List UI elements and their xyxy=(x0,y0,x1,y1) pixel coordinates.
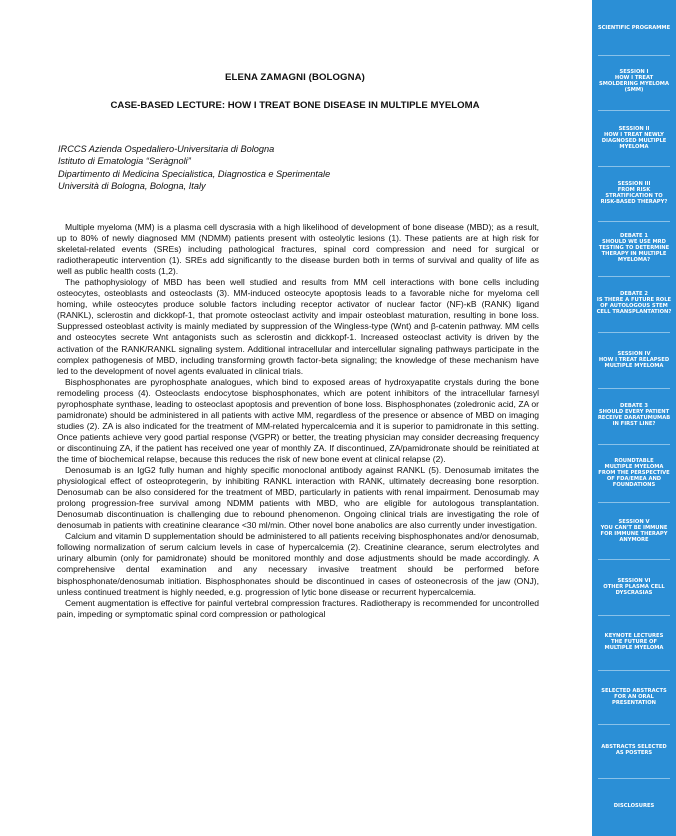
sidebar-nav-label: PRESENTATION xyxy=(612,700,656,707)
sidebar-nav-label: OF FDA/EMEA AND xyxy=(606,476,662,483)
sidebar-nav-label: DEBATE 1 xyxy=(620,232,648,239)
sidebar-nav-item[interactable] xyxy=(592,458,676,489)
body-paragraph: Denosumab is an IgG2 fully human and highly specific monoclonal antibody against RANKL (5). Denosumab imitates the physiological effect of osteoprotegerin, by inhibiting RANKL interaction with RANK, ultimately decreasing bone resorption. Denosumab can be also considered for the treatment of MBD, particularly in patients with renal impairment. Denosumab may prolong progression-free survival among NDMM patients with MBD, who are eligible for autologous transplantation. Denosumab discontinuation is challenging due to rebound phenomenon. Ongoing clinical trials are investigating the role of denosumab in patients with creatinine clearance <30 ml/min. Other novel bone anabolics are also currently under investigation. xyxy=(57,465,539,531)
sidebar-nav-label: MYELOMA xyxy=(619,144,649,151)
lecture-title: CASE-BASED LECTURE: HOW I TREAT BONE DISEASE IN MULTIPLE MYELOMA xyxy=(110,100,480,111)
affiliation-line: Università di Bologna, Bologna, Italy xyxy=(58,181,206,192)
sidebar-nav-label: SESSION V xyxy=(618,518,650,525)
sidebar-divider xyxy=(598,670,670,671)
sidebar-divider xyxy=(598,615,670,616)
sidebar-nav-label: HOW I TREAT NEWLY xyxy=(604,131,664,138)
sidebar-nav-label: MULTIPLE MYELOMA xyxy=(604,363,664,370)
sidebar-nav-label: THERAPY IN MULTIPLE xyxy=(601,251,667,258)
sidebar-nav-label: SESSION VI xyxy=(617,577,651,584)
sidebar-nav-item[interactable] xyxy=(592,291,676,316)
sidebar-nav-item[interactable] xyxy=(592,803,676,809)
sidebar-nav-label: TESTING TO DETERMINE xyxy=(598,244,670,251)
sidebar-divider xyxy=(598,724,670,725)
sidebar-nav-label: SESSION III xyxy=(617,180,651,187)
sidebar-nav-label: DEBATE 2 xyxy=(620,290,648,297)
navigation-sidebar xyxy=(592,0,676,836)
body-paragraph: The pathophysiology of MBD has been well studied and results from MM cell interactions with bone cells including osteocytes, osteoblasts and osteoclasts (3). MM-induced osteocyte apoptosis leads to a favorable niche for myeloma cell homing, while osteocytes produce soluble factors including receptor activator of nuclear factor (NF)-κB (RANK) ligand (RANKL), sclerostin and dickkopf-1, that promote osteoclast activity and impair osteoblast maturation, resulting in bone loss. Suppressed osteoblast activity is mainly mediated by suppression of the Wingless-type (Wnt) and β-catenin pathway. MM cells and osteocytes secrete Wnt antagonists such as sclerostin and dickkopf-1. Increased osteoclast activity is driven by the activation of the RANK/RANKL signaling system. Additional intracellular and intercellular signaling pathways participate in the complex pathogenesis of MBD, including transforming growth factor-beta signaling; the knowledge of these mechanism have led to the development of novel agents evaluated in clinical trials. xyxy=(57,277,539,376)
sidebar-nav-label: ANYMORE xyxy=(619,537,649,544)
affiliation-line: Istituto di Ematologia “Seràgnoli” xyxy=(58,156,191,167)
sidebar-divider xyxy=(598,444,670,445)
body-paragraph: Cement augmentation is effective for painful vertebral compression fractures. Radiotherapy is recommended for uncontrolled pain, impeding or symptomatic spinal cord compression or pathological xyxy=(57,597,539,619)
sidebar-nav-label: HOW I TREAT xyxy=(614,74,654,81)
sidebar-nav-label: KEYNOTE LECTURES xyxy=(604,632,664,639)
sidebar-nav-label: DEBATE 3 xyxy=(620,402,648,409)
sidebar-nav-label: SELECTED ABSTRACTS xyxy=(601,687,667,694)
sidebar-divider xyxy=(598,559,670,560)
sidebar-nav-label: FOUNDATIONS xyxy=(612,482,656,489)
sidebar-nav-label: STRATIFICATION TO xyxy=(605,193,663,199)
sidebar-nav-label: FROM RISK xyxy=(617,186,651,193)
sidebar-nav-label: DIAGNOSED MULTIPLE xyxy=(601,138,667,144)
sidebar-nav-label: IN FIRST LINE? xyxy=(612,421,656,428)
sidebar-nav-label: SCIENTIFIC PROGRAMME xyxy=(597,24,671,31)
sidebar-nav-item[interactable] xyxy=(592,69,676,94)
sidebar-nav-label: RECEIVE DARATUMUMAB xyxy=(597,415,671,421)
sidebar-nav-label: FROM THE PERSPECTIVE xyxy=(598,469,670,476)
sidebar-nav-item[interactable] xyxy=(592,25,676,31)
sidebar-nav-item[interactable] xyxy=(592,126,676,151)
sidebar-nav-item[interactable] xyxy=(592,519,676,544)
author-heading: ELENA ZAMAGNI (BOLOGNA) xyxy=(225,72,365,83)
sidebar-nav-label: THE FUTURE OF xyxy=(610,638,658,645)
body-paragraph: Calcium and vitamin D supplementation should be administered to all patients receiving bisphosphonates and/or denosumab, following normalization of serum calcium levels in case of hypercalcemia (2). Creatinine clearance, serum electrolytes and urinary albumin (only for pamidronate) should be monitored monthly and dose adjustments should be made accordingly. A comprehensive dental examination and any necessary invasive treatment should be performed before bisphosphonate/denosumab initiation. Bisphosphonates should be discontinued in cases of osteonecrosis of the jaw (ONJ), unless continued treatment is highly needed, e.g. progression of lytic bone disease or recurrent hypercalcemia. xyxy=(57,531,539,597)
sidebar-nav-item[interactable] xyxy=(592,688,676,707)
sidebar-divider xyxy=(598,110,670,111)
sidebar-nav-label: DISCLOSURES xyxy=(613,802,655,809)
sidebar-divider xyxy=(598,778,670,779)
sidebar-nav-label: OTHER PLASMA CELL xyxy=(603,583,665,590)
abstract-body xyxy=(57,222,539,620)
sidebar-nav-item[interactable] xyxy=(592,181,676,206)
sidebar-nav-label: SESSION II xyxy=(618,125,650,132)
sidebar-nav-item[interactable] xyxy=(592,351,676,370)
affiliation-block xyxy=(58,143,558,193)
sidebar-nav-label: RISK-BASED THERAPY? xyxy=(600,199,668,206)
body-paragraph: Multiple myeloma (MM) is a plasma cell dyscrasia with a high likelihood of development of bone disease (MBD); as a result, up to 80% of newly diagnosed MM (NDMM) patients present with osteolytic lesions (1). These patients are at high risk for skeletal-related events (SREs) including pathological fractures, spinal cord compression and need for surgical or radiotherapeutic intervention (1). SREs add significantly to the disease burden both in terms of survival and quality of life as well as public health costs (1,2). xyxy=(57,222,539,277)
sidebar-nav-label: DYSCRASIAS xyxy=(615,590,653,597)
sidebar-nav-label: CELL TRANSPLANTATION? xyxy=(596,309,672,316)
sidebar-nav-item[interactable] xyxy=(592,633,676,652)
sidebar-nav-item[interactable] xyxy=(592,744,676,756)
sidebar-nav-label: ABSTRACTS SELECTED xyxy=(601,743,667,750)
sidebar-nav-label: YOU CAN'T BE IMMUNE xyxy=(600,524,668,531)
sidebar-divider xyxy=(598,276,670,277)
sidebar-nav-label: IS THERE A FUTURE ROLE xyxy=(596,296,672,303)
sidebar-nav-label: SMOLDERING MYELOMA xyxy=(599,81,669,87)
sidebar-nav-label: OF AUTOLOGOUS STEM xyxy=(600,303,668,309)
sidebar-divider xyxy=(598,55,670,56)
sidebar-nav-label: HOW I TREAT RELAPSED xyxy=(598,356,670,363)
body-paragraph: Bisphosphonates are pyrophosphate analogues, which bind to exposed areas of hydroxyapatite crystals during the bone remodeling process (4). Osteoclasts endocytose bisphosphonates, which are potent inhibitors of the intracellular farnesyl pyrophosphate synthase, leading to osteoclast apoptosis and prevention of bone loss. Bisphosphonates (zoledronic acid, ZA or pamidronate) should be administered in all patients with active MM, regardless of the presence or absence of MBD on imaging studies (2). ZA is also indicated for the treatment of MM-related hypercalcemia and it is superior to pamidronate in this setting. Once patients achieve very good partial response (VGPR) or better, the treating physician may consider decreasing frequency or discontinuing ZA, if the patient has received one year of monthly ZA. If discontinued, ZA/pamidronate should be reinitiated at the time of biochemical relapse, because this reduces the risk of new bone event at clinical relapse (2). xyxy=(57,376,539,464)
sidebar-nav-item[interactable] xyxy=(592,578,676,597)
sidebar-divider xyxy=(598,388,670,389)
sidebar-divider xyxy=(598,221,670,222)
sidebar-nav-label: MULTIPLE MYELOMA xyxy=(604,463,664,470)
sidebar-nav-label: FOR IMMUNE THERAPY xyxy=(600,531,668,537)
sidebar-nav-label: SHOULD WE USE MRD xyxy=(602,238,666,245)
sidebar-nav-label: SESSION I xyxy=(619,68,649,75)
sidebar-divider xyxy=(598,166,670,167)
sidebar-nav-item[interactable] xyxy=(592,403,676,428)
affiliation-line: Dipartimento di Medicina Specialistica, Diagnostica e Sperimentale xyxy=(58,168,331,179)
sidebar-nav-label: SESSION IV xyxy=(617,350,651,357)
sidebar-nav-label: FOR AN ORAL xyxy=(614,693,654,700)
affiliation-line: IRCCS Azienda Ospedaliero-Universitaria di Bologna xyxy=(58,144,275,154)
sidebar-divider xyxy=(598,502,670,503)
sidebar-nav-label: MULTIPLE MYELOMA xyxy=(604,645,664,652)
sidebar-divider xyxy=(598,332,670,333)
sidebar-nav-item[interactable] xyxy=(592,233,676,264)
sidebar-nav-label: MYELOMA? xyxy=(617,257,651,264)
sidebar-nav-label: (SMM) xyxy=(624,87,644,94)
sidebar-nav-label: ROUNDTABLE xyxy=(614,457,654,464)
sidebar-nav-label: SHOULD EVERY PATIENT xyxy=(598,408,670,415)
sidebar-nav-label: AS POSTERS xyxy=(615,750,653,756)
